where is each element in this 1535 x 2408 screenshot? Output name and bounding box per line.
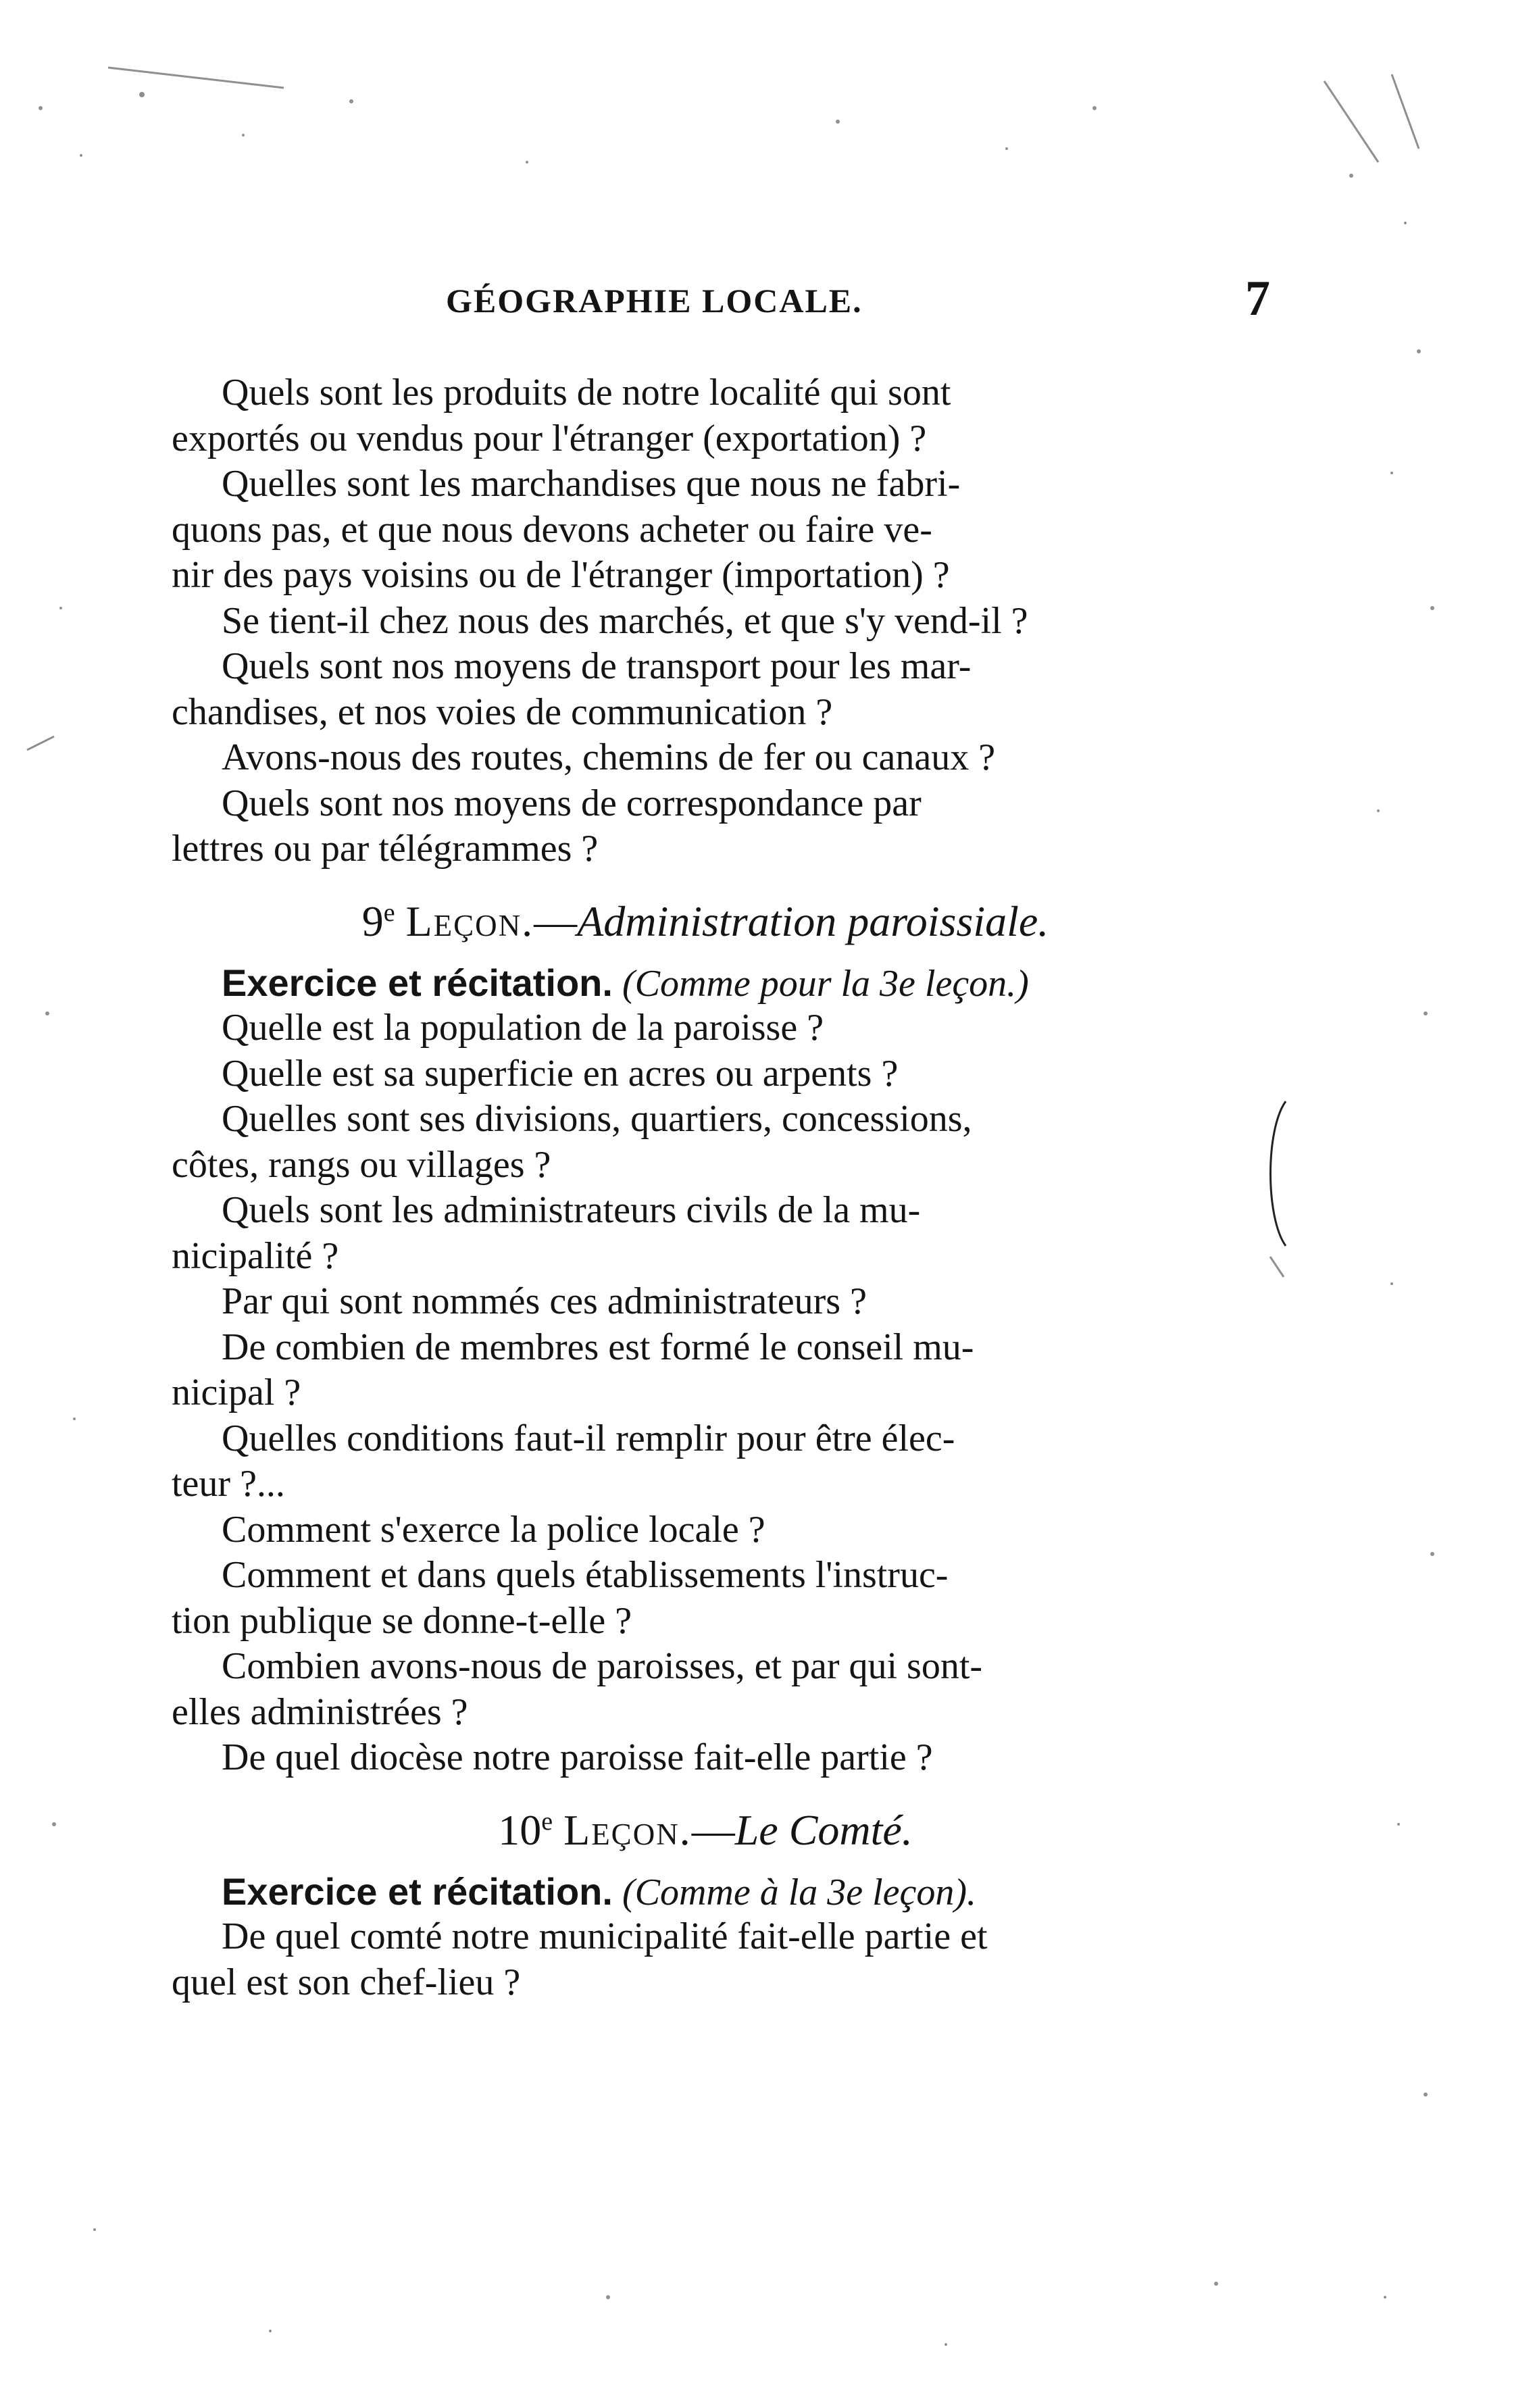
lesson-dash: — bbox=[691, 1805, 735, 1854]
text-line: Quels sont les produits de notre localité qui sont bbox=[222, 372, 951, 413]
lesson-number-suffix: e bbox=[383, 898, 395, 927]
exercise-note: (Comme pour la 3e leçon.) bbox=[622, 962, 1029, 1005]
lesson-9-heading bbox=[172, 872, 1239, 960]
lesson-number: 10 bbox=[498, 1805, 542, 1854]
text-line: tion publique se donne-t-elle ? bbox=[172, 1599, 632, 1642]
page-body bbox=[172, 370, 1239, 2005]
text-line: De quel comté notre municipalité fait-elle partie et bbox=[222, 1915, 988, 1957]
exercise-label: Exercice et récitation. bbox=[222, 1870, 613, 1913]
exercise-label: Exercice et récitation. bbox=[222, 961, 613, 1004]
text-line: Avons-nous des routes, chemins de fer ou canaux ? bbox=[222, 736, 996, 778]
text-line: côtes, rangs ou villages ? bbox=[172, 1143, 551, 1186]
lesson-dash: — bbox=[534, 897, 578, 945]
text-line: Quelles sont les marchandises que nous ne fabri- bbox=[222, 463, 961, 505]
text-line: chandises, et nos voies de communication ? bbox=[172, 691, 833, 733]
text-line: Comment et dans quels établissements l'instruc- bbox=[222, 1554, 949, 1596]
text-line: lettres ou par télégrammes ? bbox=[172, 828, 599, 870]
lesson-number: 9 bbox=[361, 897, 384, 945]
text-line: nir des pays voisins ou de l'étranger (importation) ? bbox=[172, 554, 950, 596]
text-line: Se tient-il chez nous des marchés, et que s'y vend-il ? bbox=[222, 599, 1028, 642]
text-line: Quelles sont ses divisions, quartiers, concessions, bbox=[222, 1098, 972, 1140]
exercise-line bbox=[172, 1869, 1239, 1915]
text-line: nicipal ? bbox=[172, 1372, 301, 1413]
text-line: elles administrées ? bbox=[172, 1690, 468, 1733]
lesson-title: Le Comté. bbox=[734, 1805, 913, 1854]
text-line: Comment s'exerce la police locale ? bbox=[222, 1508, 765, 1551]
running-head: GÉOGRAPHIE LOCALE. bbox=[446, 282, 863, 320]
lesson-10-heading bbox=[172, 1781, 1239, 1869]
text-line: Quels sont nos moyens de correspondance par bbox=[222, 782, 922, 824]
text-line: quel est son chef-lieu ? bbox=[172, 1961, 521, 2003]
text-line: Quels sont les administrateurs civils de la mu- bbox=[222, 1189, 921, 1231]
text-line: Quelles conditions faut-il remplir pour être élec- bbox=[222, 1417, 955, 1459]
text-line: Combien avons-nous de paroisses, et par qui sont- bbox=[222, 1645, 983, 1687]
text-line: Quels sont nos moyens de transport pour les mar- bbox=[222, 645, 972, 687]
text-line: nicipalité ? bbox=[172, 1234, 339, 1277]
lesson-word: Leçon. bbox=[405, 897, 534, 945]
text-line: exportés ou vendus pour l'étranger (exportation) ? bbox=[172, 417, 927, 459]
text-line: Quelle est sa superficie en acres ou arpents ? bbox=[222, 1052, 899, 1095]
lesson-number-suffix: e bbox=[541, 1807, 553, 1836]
exercise-line bbox=[172, 960, 1239, 1006]
lesson-word: Leçon. bbox=[563, 1805, 692, 1854]
text-line: De quel diocèse notre paroisse fait-elle partie ? bbox=[222, 1736, 933, 1778]
text-line: De combien de membres est formé le conseil mu- bbox=[222, 1326, 974, 1368]
text-line: quons pas, et que nous devons acheter ou faire ve- bbox=[172, 508, 932, 551]
text-line: Par qui sont nommés ces administrateurs ? bbox=[222, 1280, 867, 1322]
page-number: 7 bbox=[1245, 271, 1270, 326]
margin-bracket-mark bbox=[1255, 1096, 1296, 1251]
exercise-note: (Comme à la 3e leçon). bbox=[622, 1871, 977, 1913]
lesson-title: Administration paroissiale. bbox=[577, 897, 1049, 945]
text-line: teur ?... bbox=[172, 1463, 285, 1505]
page-header bbox=[432, 271, 1270, 326]
text-line: Quelle est la population de la paroisse ? bbox=[222, 1007, 824, 1049]
